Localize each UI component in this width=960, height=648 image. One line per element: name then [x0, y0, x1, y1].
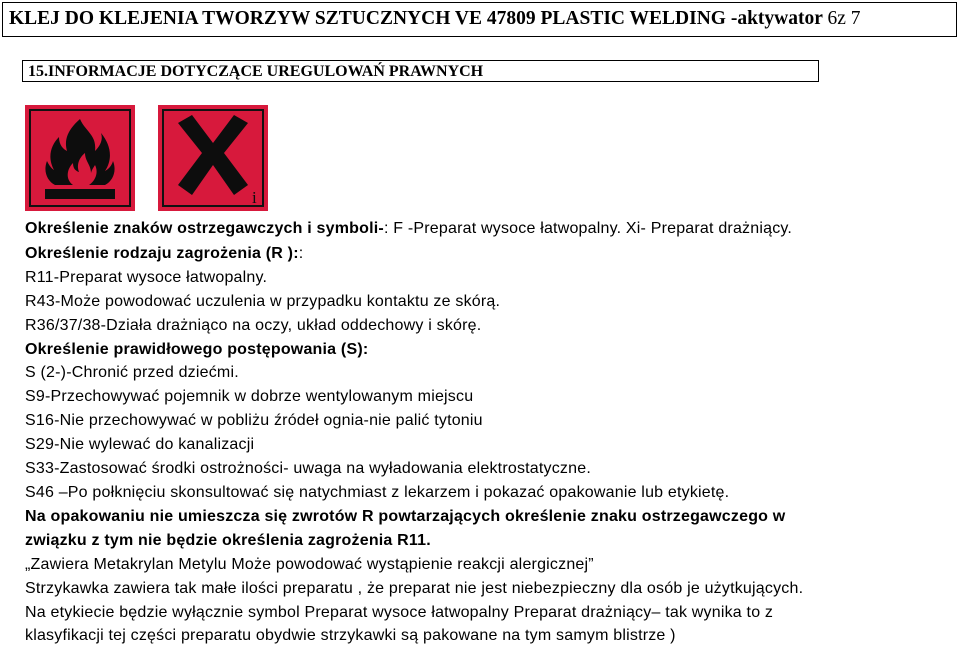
- packaging-note: związku z tym nie będzie określenia zagrożenia R11.: [25, 531, 431, 549]
- r-colon: :: [298, 244, 304, 262]
- regulatory-text: [25, 216, 955, 648]
- r-label: Określenie rodzaju zagrożenia (R ):: [25, 244, 299, 262]
- closing-text: Na etykiecie będzie wyłącznie symbol Preparat wysoce łatwopalny Preparat drażniący– tak wynika to z: [25, 603, 774, 621]
- closing-text: Strzykawka zawiera tak małe ilości preparatu , że preparat nie jest niebezpieczny dla osób je użytkujących.: [25, 579, 804, 597]
- flammable-icon: [25, 105, 135, 211]
- page-counter: 6z 7: [827, 8, 861, 29]
- irritant-icon: [158, 105, 268, 211]
- s-phrase: S29-Nie wylewać do kanalizacji: [25, 436, 255, 454]
- r-heading: [25, 241, 955, 266]
- section-title: 15.INFORMACJE DOTYCZĄCE UREGULOWAŃ PRAWNYCH: [28, 63, 484, 80]
- xi-letter: i: [252, 188, 257, 207]
- symbols-label: Określenie znaków ostrzegawczych i symboli-: [25, 220, 384, 237]
- closing-text: „Zawiera Metakrylan Metylu Może powodować wystąpienie reakcji alergicznej”: [25, 555, 594, 573]
- s-phrase: S33-Zastosować środki ostrożności- uwaga na wyładowania elektrostatyczne.: [25, 460, 591, 478]
- s-phrase: S16-Nie przechowywać w pobliżu źródeł ognia-nie palić tytoniu: [25, 412, 483, 430]
- symbols-text: : F -Preparat wysoce łatwopalny. Xi- Preparat drażniący.: [383, 220, 793, 237]
- r-phrase: R11-Preparat wysoce łatwopalny.: [25, 268, 268, 286]
- section-header: [22, 60, 819, 82]
- r-phrase: R36/37/38-Działa drażniąco na oczy, układ oddechowy i skórę.: [25, 316, 482, 334]
- packaging-note: Na opakowaniu nie umieszcza się zwrotów R powtarzających określenie znaku ostrzegawczego w: [25, 507, 786, 525]
- product-name: KLEJ DO KLEJENIA TWORZYW SZTUCZNYCH VE 47809 PLASTIC WELDING -aktywator: [9, 8, 823, 29]
- s-label: Określenie prawidłowego postępowania (S):: [25, 340, 369, 358]
- document-title: [9, 8, 860, 30]
- r-phrase: R43-Może powodować uczulenia w przypadku kontaktu ze skórą.: [25, 292, 501, 310]
- document-header: [2, 2, 957, 37]
- closing-text: klasyfikacji tej części preparatu obydwie strzykawki są pakowane na tym samym blistrze ): [25, 627, 676, 645]
- s-phrase: S46 –Po połknięciu skonsultować się natychmiast z lekarzem i pokazać opakowanie lub etykietę.: [25, 483, 730, 501]
- s-phrase: S (2-)-Chronić przed dziećmi.: [25, 364, 239, 382]
- symbols-line: [25, 216, 955, 241]
- s-phrase: S9-Przechowywać pojemnik w dobrze wentylowanym miejscu: [25, 388, 474, 406]
